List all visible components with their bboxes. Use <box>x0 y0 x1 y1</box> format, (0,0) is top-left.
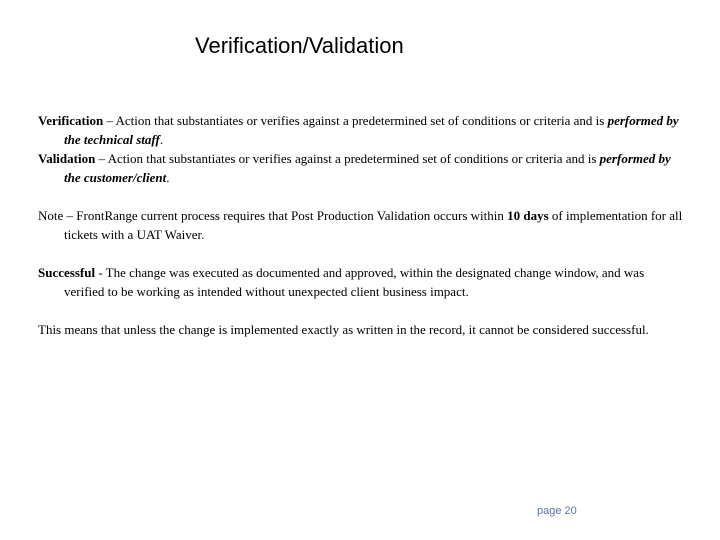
validation-performer: performed by the customer/client <box>64 151 671 185</box>
verification-end: . <box>159 132 164 147</box>
verification-definition: – Action that substantiates or verifies against a predetermined set of conditions or criteria and is <box>103 113 608 128</box>
spacer <box>38 301 686 320</box>
successful-text: - The change was executed as documented and approved, within the designated change window, and was verified to be working as intended without unexpected client business impact. <box>64 265 645 299</box>
slide-body <box>38 111 686 339</box>
spacer <box>38 187 686 206</box>
validation-paragraph <box>38 149 686 187</box>
spacer <box>38 244 686 263</box>
validation-end: . <box>166 170 170 185</box>
successful-term: Successful <box>38 265 96 280</box>
validation-term: Validation <box>38 151 96 166</box>
meaning-text: This means that unless the change is implemented exactly as written in the record, it cannot be considered successful. <box>38 322 649 337</box>
note-paragraph <box>38 206 686 244</box>
successful-paragraph <box>38 263 686 301</box>
note-text-after: of implementation for all tickets with a UAT Waiver. <box>64 208 683 242</box>
note-text-before: Note – FrontRange current process requires that Post Production Validation occurs within <box>38 208 508 223</box>
verification-paragraph <box>38 111 686 149</box>
page-number: page 20 <box>537 505 577 517</box>
meaning-paragraph <box>38 320 686 339</box>
verification-term: Verification <box>38 113 104 128</box>
note-emphasis: 10 days <box>507 208 549 223</box>
verification-performer: performed by the technical staff <box>64 113 679 147</box>
page-title: Verification/Validation <box>195 33 404 58</box>
validation-definition: – Action that substantiates or verifies against a predetermined set of conditions or criteria and is <box>95 151 600 166</box>
